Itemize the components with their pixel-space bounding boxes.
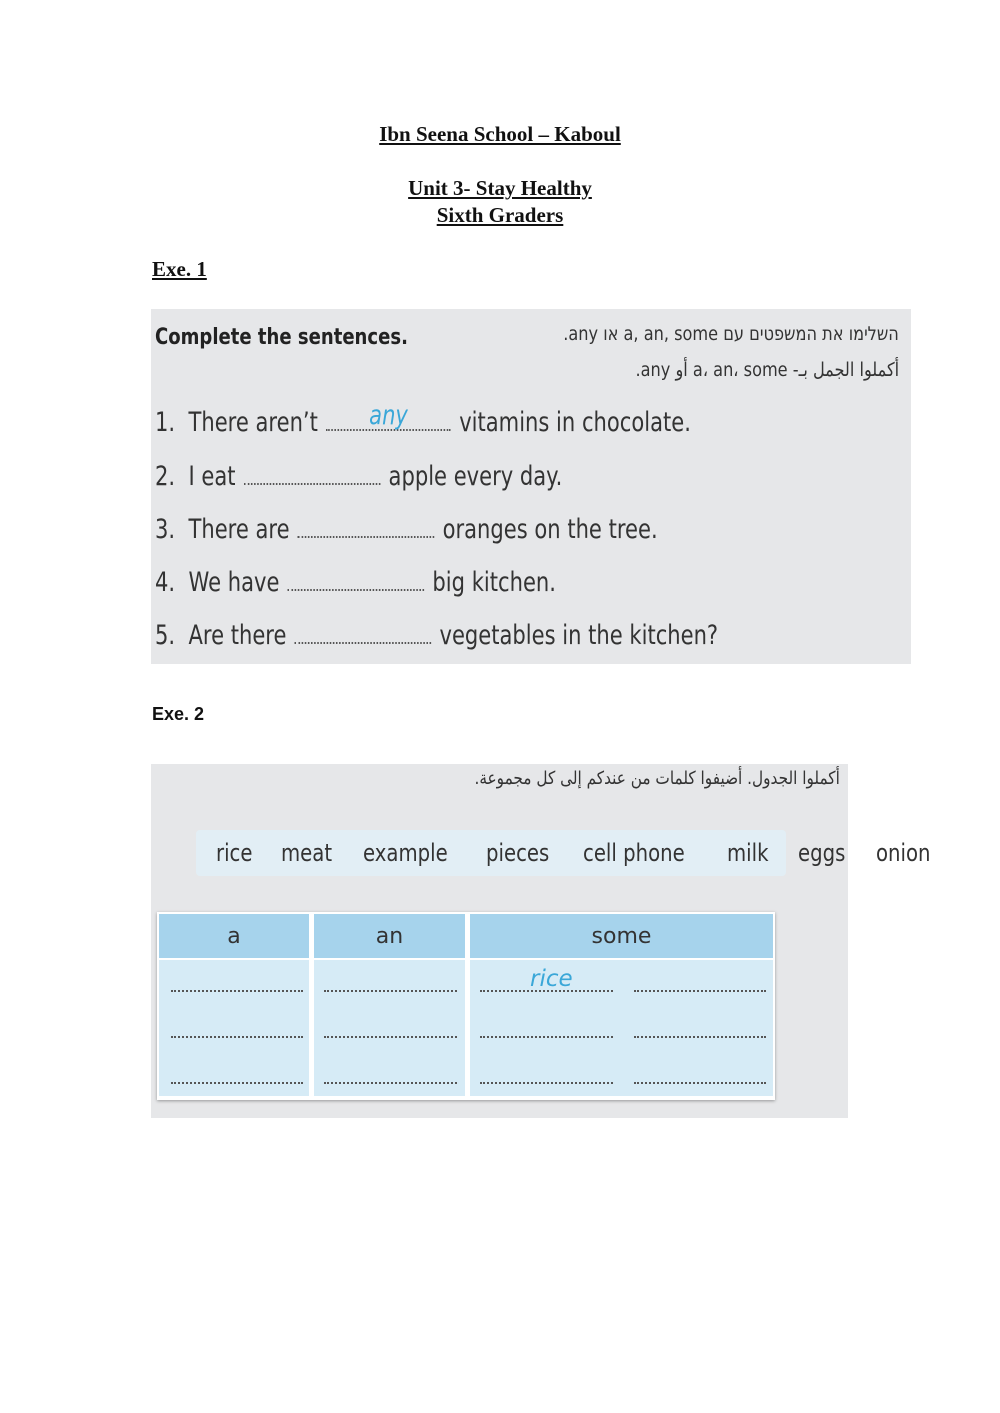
example-answer: rice [530, 966, 573, 992]
exercise-1-panel [151, 309, 911, 664]
sentence-number: 3. [155, 514, 176, 545]
sentence-number: 4. [155, 567, 176, 598]
blank-line[interactable] [634, 1036, 766, 1038]
blank-line[interactable] [324, 990, 457, 992]
word-bank [196, 830, 931, 876]
sentence-2 [155, 461, 562, 492]
table-column-an [314, 960, 465, 1096]
table-header-an: an [314, 914, 465, 958]
word-bank-item: example [362, 839, 448, 867]
answer-blank-3[interactable] [298, 514, 435, 538]
sentence-5 [155, 620, 718, 651]
word-bank-item: onion [875, 839, 931, 867]
sentence-after: apple every day. [388, 461, 563, 492]
exercise-1-instruction-arabic: أكملوا الجمل بـ- a، an، some أو any. [635, 359, 899, 381]
word-bank-item: pieces [486, 839, 550, 867]
table-column-some [470, 960, 773, 1096]
exercise-2-instruction-arabic: أكملوا الجدول. أضيفوا كلمات من عندكم إلى كل مجموعة. [474, 768, 840, 789]
table-header-some: some [470, 914, 773, 958]
exercise-1-title: Complete the sentences. [155, 325, 408, 350]
blank-line[interactable] [171, 990, 303, 992]
sentence-after: vegetables in the kitchen? [439, 620, 719, 651]
sentence-3 [155, 514, 658, 545]
word-bank-item: meat [280, 839, 332, 867]
blank-line[interactable] [634, 990, 766, 992]
sentence-before: I eat [188, 461, 236, 492]
word-bank-item: eggs [797, 839, 846, 867]
sentence-1 [155, 400, 691, 438]
sentence-after: vitamins in chocolate. [459, 407, 691, 438]
blank-line[interactable] [324, 1082, 457, 1084]
blank-line[interactable] [634, 1082, 766, 1084]
word-bank-item: rice [216, 839, 253, 867]
exercise-1-instruction-hebrew: השלימו את המשפטים עם a, an, some או any. [563, 323, 899, 345]
table-column-a [159, 960, 309, 1096]
sentence-4 [155, 567, 556, 598]
sentence-number: 1. [155, 407, 176, 438]
blank-line[interactable] [480, 1082, 613, 1084]
word-bank-item: milk [727, 839, 769, 867]
exercise-2-panel [151, 764, 931, 1118]
answer-blank-1[interactable] [326, 400, 451, 431]
school-title: Ibn Seena School – Kaboul [379, 122, 621, 146]
sentence-before: There aren’t [188, 407, 318, 438]
sorting-table [157, 912, 775, 1100]
blank-line[interactable] [480, 990, 613, 992]
unit-title: Unit 3- Stay Healthy [408, 176, 592, 200]
sentence-number: 5. [155, 620, 176, 651]
sentence-after: big kitchen. [432, 567, 556, 598]
sentence-number: 2. [155, 461, 176, 492]
sentence-after: oranges on the tree. [442, 514, 658, 545]
blank-line[interactable] [171, 1082, 303, 1084]
answer-text: any [369, 400, 408, 431]
exercise-2-label: Exe. 2 [152, 704, 205, 724]
blank-line[interactable] [324, 1036, 457, 1038]
answer-blank-2[interactable] [244, 461, 381, 485]
sentence-before: We have [188, 567, 280, 598]
sentence-before: There are [188, 514, 290, 545]
table-header-a: a [159, 914, 309, 958]
blank-line[interactable] [171, 1036, 303, 1038]
blank-line[interactable] [480, 1036, 613, 1038]
word-bank-item: cell phone [583, 839, 685, 867]
answer-blank-5[interactable] [295, 620, 432, 644]
exercise-1-label: Exe. 1 [152, 257, 207, 281]
grade-title: Sixth Graders [436, 203, 564, 227]
sentence-before: Are there [188, 620, 287, 651]
answer-blank-4[interactable] [288, 567, 425, 591]
